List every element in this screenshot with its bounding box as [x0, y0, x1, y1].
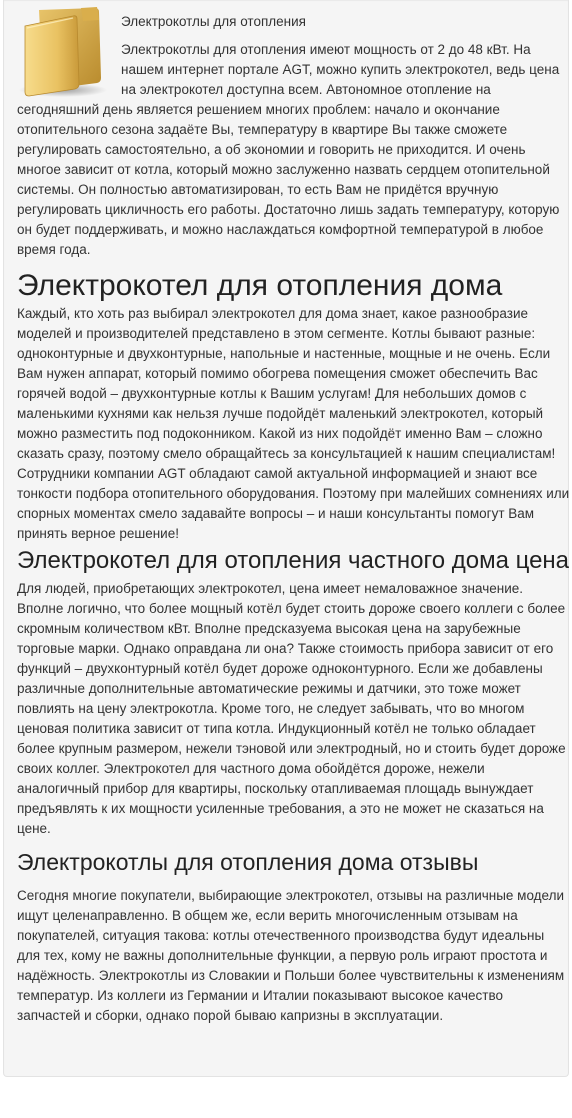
section2-heading: Электрокотел для отопления частного дома цена: [17, 547, 570, 574]
section3-heading: Электрокотлы для отопления дома отзывы: [17, 849, 479, 875]
section3-text: Сегодня многие покупатели, выбирающие электрокотел, отзывы на различные модели ищут целенаправленно. В общем же, если верить многочисленным отзывам на покупателей, ситуация такова: котлы отечественного производства будут идеальны для тех, кому не важны дополнительные функции, а первую роль играют простота и надёжность. Электрокотлы из Словакии и Польши более чувствительны к изменениям температур. Из коллеги из Германии и Италии показывают высокое качество запчастей и сборки, однако порой бываю капризны в эксплуатации.: [17, 888, 565, 1023]
intro-title: Электрокотлы для отопления: [121, 14, 306, 29]
article: [17, 6, 570, 1026]
section1-text: Каждый, кто хоть раз выбирал электрокотел для дома знает, какое разнообразие моделей и производителей представлено в этом сегменте. Котлы бывают разные: одноконтурные и двухконтурные, напольные и настенные, мощные и не очень. Если Вам нужен аппарат, который помимо обогрева помещения сможет обеспечить Вас горячей водой – двухконтурные котлы к Вашим услугам! Для небольших домов с маленькими кухнями как нельзя лучше подойдёт маленький электрокотел, который можно разместить под подоконником. Какой из них подойдёт именно Вам – сложно сказать сразу, поэтому смело обращайтесь за консультацией к нашим специалистам! Сотрудники компании AGT обладают самой актуальной информацией и знают все тонкости подбора отопительного оборудования. Поэтому при малейших сомнениях или спорных моментах смело задавайте вопросы – и наши консультанты помогут Вам принять верное решение!: [17, 306, 570, 541]
intro-text: Электрокотлы для отопления имеют мощность от 2 до 48 кВт. На нашем интернет портале AGT, можно купить электрокотел, ведь цена на электрокотел доступна всем. Автономное отопление на сегодняшний день является решением многих проблем: начало и окончание отопительного сезона задаёте Вы, температуру в квартире Вы также сможете регулировать самостоятельно, а об экономии и говорить не приходится. И очень многое зависит от котла, который можно заслуженно назвать сердцем отопительной системы. Он полностью автоматизирован, то есть Вам не придётся вручную регулировать цикличность его работы. Достаточно лишь задать температуру, которую он будет поддерживать, и можно наслаждаться комфортной температурой в любое время года.: [17, 42, 560, 257]
folder-icon: [17, 6, 109, 98]
content-panel: [3, 0, 569, 1077]
section1-heading: Электрокотел для отопления дома: [17, 269, 503, 302]
section2-text: Для людей, приобретающих электрокотел, цена имеет немаловажное значение. Вполне логично, что более мощный котёл будет стоить дороже своего коллеги с более скромным количеством кВт. Вполне предсказуема высокая цена на зарубежные торговые марки. Однако оправдана ли она? Также стоимость прибора зависит от его функций – двухконтурный котёл будет дороже одноконтурного. Если же добавлены различные дополнительные автоматические режимы и датчики, это тоже может повлиять на цену электрокотла. Кроме того, не следует забывать, что во многом ценовая политика зависит от типа котла. Индукционный котёл не только обладает более крупным размером, нежели тэновой или электродный, но и стоить будет дороже своих коллег. Электрокотел для частного дома обойдётся дороже, нежели аналогичный прибор для квартиры, поскольку отапливаемая площадь вынуждает предъявлять к их мощности усиленные требования, а это не может не сказаться на цене.: [17, 581, 566, 836]
